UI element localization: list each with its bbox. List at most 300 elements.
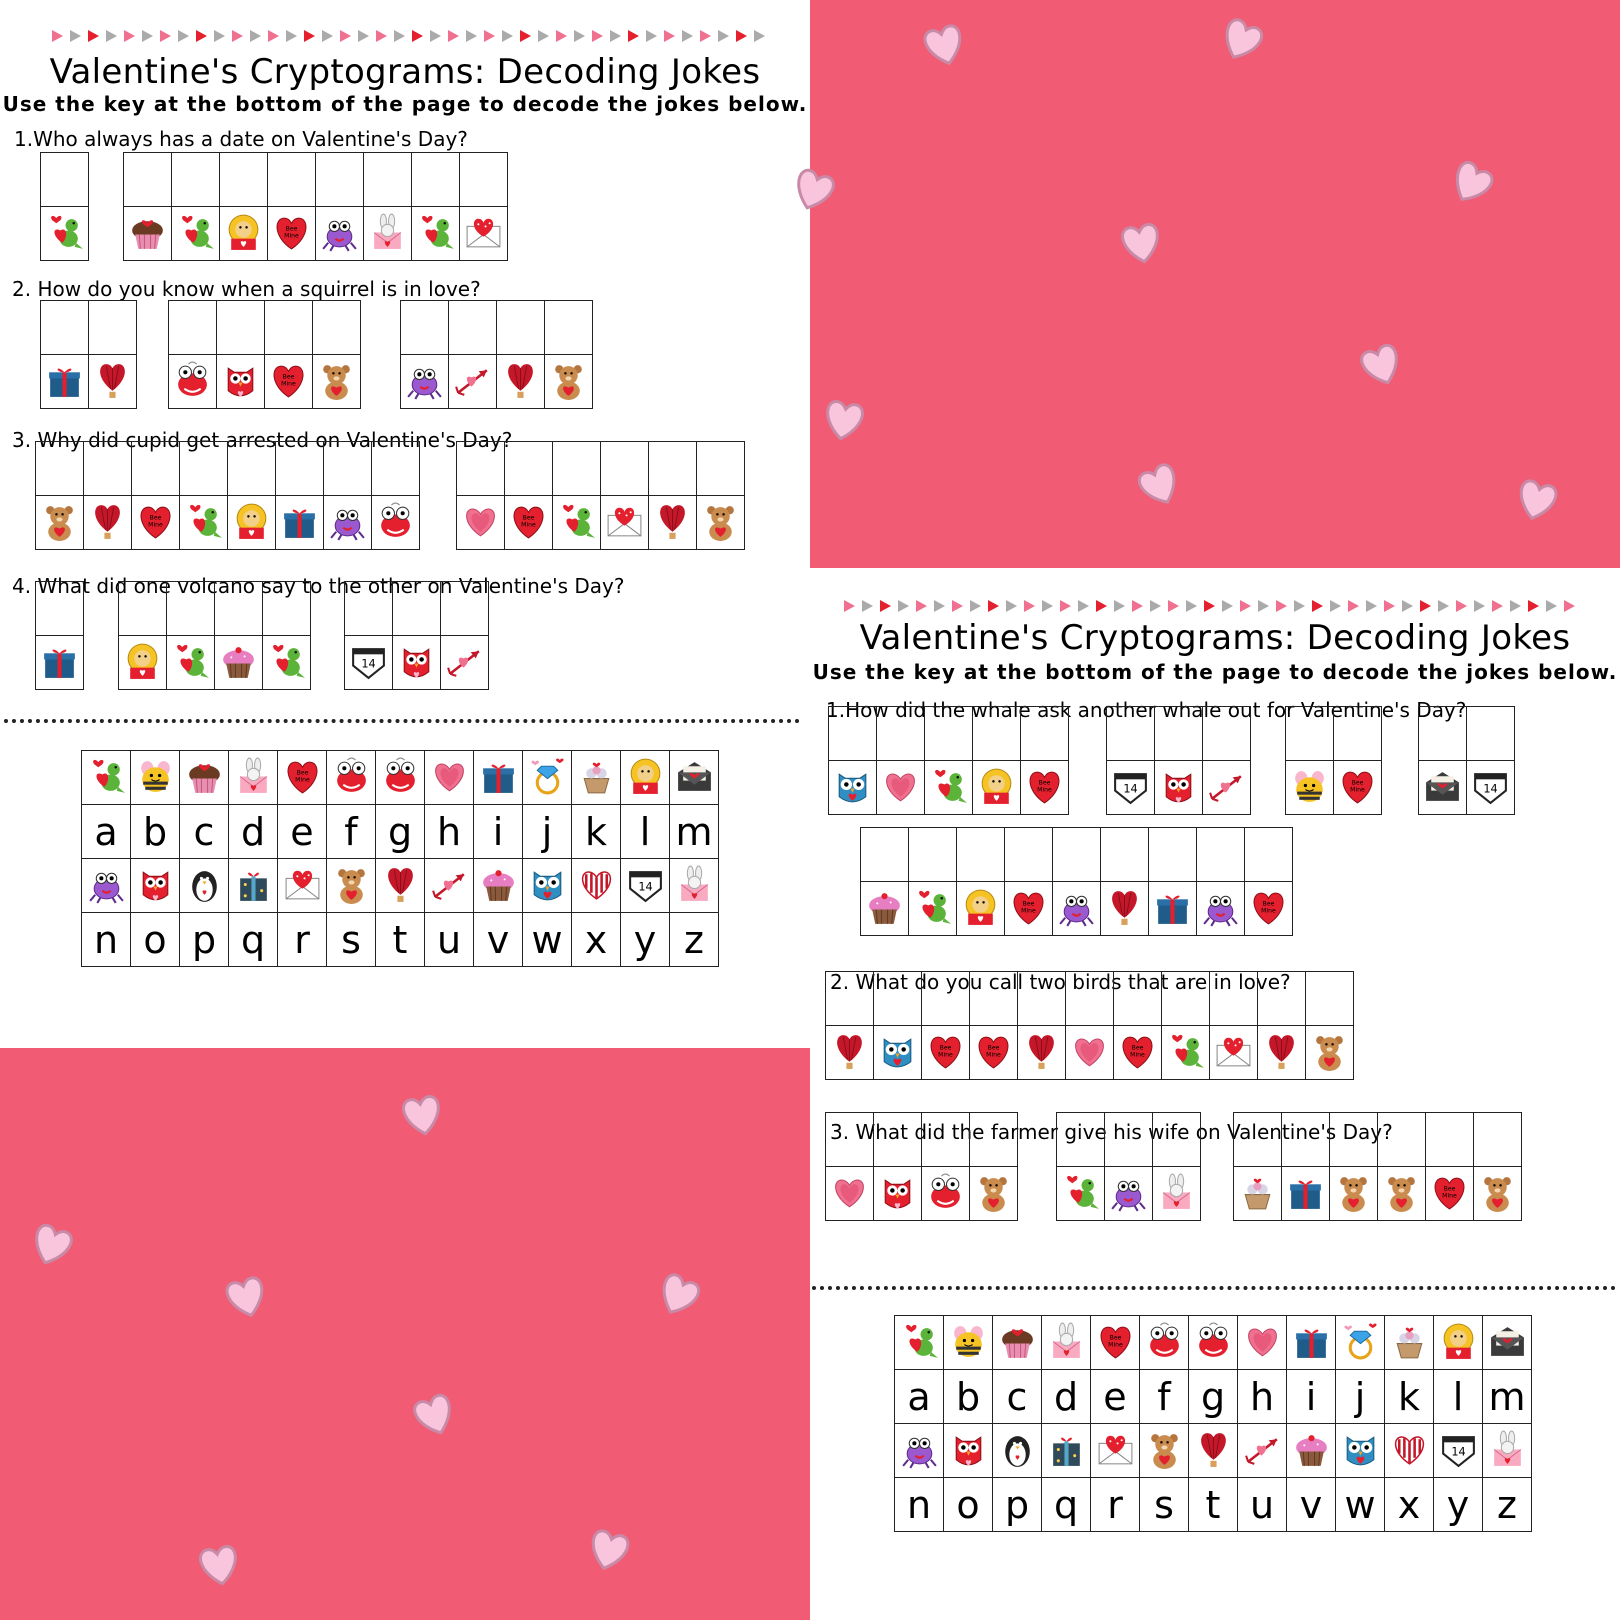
heart-shape [191, 1536, 247, 1592]
penguin-icon [993, 1424, 1042, 1478]
mailenv-icon [670, 751, 719, 805]
svg-text:Mine: Mine [1021, 907, 1036, 915]
question-1: 1.How did the whale ask another whale out for Valentine's Day? [826, 698, 1467, 722]
key-letter-s: s [1140, 1478, 1189, 1532]
answer-letter-box[interactable] [1258, 972, 1306, 1026]
owl-icon [393, 636, 441, 690]
key-letter-k: k [572, 805, 621, 859]
balloon-icon [826, 1026, 874, 1080]
answer-letter-box[interactable] [922, 972, 970, 1026]
answer-letter-box[interactable] [697, 442, 745, 496]
answer-letter-box[interactable] [119, 582, 167, 636]
answer-letter-box[interactable] [1197, 828, 1245, 882]
frog-icon [922, 1167, 970, 1221]
answer-letter-box[interactable] [829, 707, 877, 761]
answer-letter-box[interactable] [1162, 972, 1210, 1026]
svg-text:Bee: Bee [282, 373, 295, 381]
answer-letter-box[interactable] [1114, 972, 1162, 1026]
spider-icon [82, 859, 131, 913]
spider-icon [324, 496, 372, 550]
answer-letter-box[interactable] [172, 153, 220, 207]
key-letter-t: t [376, 913, 425, 967]
beemine-icon [1245, 882, 1293, 936]
blueowl-icon [874, 1026, 922, 1080]
answer-letter-box[interactable] [180, 442, 228, 496]
answer-letter-box[interactable] [1245, 828, 1293, 882]
dino-icon [41, 207, 89, 261]
svg-text:Mine: Mine [1108, 1341, 1123, 1349]
answer-letter-box[interactable] [1467, 707, 1515, 761]
answer-letter-box[interactable] [316, 153, 364, 207]
gift-icon [36, 636, 84, 690]
envelope-icon [460, 207, 508, 261]
answer-word [860, 827, 1293, 936]
beemine-icon [505, 496, 553, 550]
answer-letter-box[interactable] [441, 582, 489, 636]
bunny-icon [364, 207, 412, 261]
gift-icon [276, 496, 324, 550]
gift-icon [1287, 1316, 1336, 1370]
spider-icon [1105, 1167, 1153, 1221]
balloon-icon [376, 859, 425, 913]
answer-letter-box[interactable] [1378, 1113, 1426, 1167]
key-letter-q: q [229, 913, 278, 967]
key-letter-c: c [180, 805, 229, 859]
answer-word [1056, 1112, 1201, 1221]
ring-icon [523, 751, 572, 805]
svg-text:14: 14 [1483, 782, 1498, 796]
arrow-icon [441, 636, 489, 690]
decorative-triangle-border [844, 598, 1584, 612]
key-letter-u: u [425, 913, 474, 967]
answer-letter-box[interactable] [1153, 1113, 1201, 1167]
frog-icon [1189, 1316, 1238, 1370]
svg-text:14: 14 [1451, 1445, 1466, 1459]
answer-letter-box[interactable] [1474, 1113, 1522, 1167]
cupcake-icon [180, 751, 229, 805]
key-letter-b: b [131, 805, 180, 859]
bee-icon [1286, 761, 1334, 815]
spider-icon [1197, 882, 1245, 936]
cupcake-icon [993, 1316, 1042, 1370]
answer-letter-box[interactable] [276, 442, 324, 496]
svg-text:Mine: Mine [1261, 907, 1276, 915]
dino-icon [263, 636, 311, 690]
envelope-icon [278, 859, 327, 913]
answer-letter-box[interactable] [1282, 1113, 1330, 1167]
answer-letter-box[interactable] [220, 153, 268, 207]
stripeheart-icon [572, 859, 621, 913]
beemine-icon [1426, 1167, 1474, 1221]
bunny-icon [1042, 1316, 1091, 1370]
answer-word [456, 441, 745, 550]
beemine-icon [132, 496, 180, 550]
answer-letter-box[interactable] [1021, 707, 1069, 761]
answer-letter-box[interactable] [1286, 707, 1334, 761]
answer-letter-box[interactable] [89, 301, 137, 355]
heart-shape [394, 1086, 450, 1142]
balloon-icon [649, 496, 697, 550]
key-letter-x: x [572, 913, 621, 967]
svg-text:Bee: Bee [285, 225, 298, 233]
answer-letter-box[interactable] [401, 301, 449, 355]
key-letter-l: l [1434, 1370, 1483, 1424]
beemine-icon [1021, 761, 1069, 815]
arrow-icon [425, 859, 474, 913]
key-letter-v: v [1287, 1478, 1336, 1532]
mailenv-icon [1419, 761, 1467, 815]
lion-icon [957, 882, 1005, 936]
key-letter-o: o [131, 913, 180, 967]
bear-icon [1306, 1026, 1354, 1080]
answer-letter-box[interactable] [925, 707, 973, 761]
answer-letter-box[interactable] [970, 1113, 1018, 1167]
key-letter-a: a [82, 805, 131, 859]
candyheart-icon [877, 761, 925, 815]
answer-letter-box[interactable] [132, 442, 180, 496]
answer-letter-box[interactable] [970, 972, 1018, 1026]
key-letter-z: z [670, 913, 719, 967]
calendar-icon [345, 636, 393, 690]
svg-text:Mine: Mine [148, 521, 163, 529]
owl-icon [944, 1424, 993, 1478]
spider-icon [316, 207, 364, 261]
decoding-key [81, 750, 719, 967]
answer-word [118, 581, 311, 690]
key-letter-g: g [376, 805, 425, 859]
answer-word [1418, 706, 1515, 815]
answer-letter-box[interactable] [1426, 1113, 1474, 1167]
giftstar-icon [229, 859, 278, 913]
arrow-icon [449, 355, 497, 409]
bee-icon [131, 751, 180, 805]
answer-letter-box[interactable] [41, 301, 89, 355]
key-letter-m: m [1483, 1370, 1532, 1424]
dino-icon [167, 636, 215, 690]
lion-icon [1434, 1316, 1483, 1370]
gift-icon [1149, 882, 1197, 936]
svg-text:Mine: Mine [938, 1051, 953, 1059]
answer-letter-box[interactable] [1330, 1113, 1378, 1167]
svg-text:Bee: Bee [1443, 1185, 1456, 1193]
worksheet-2 [810, 568, 1620, 1620]
balloon-icon [1258, 1026, 1306, 1080]
frog-icon [1140, 1316, 1189, 1370]
bear-icon [970, 1167, 1018, 1221]
stripeheart-icon [1385, 1424, 1434, 1478]
key-letter-h: h [1238, 1370, 1287, 1424]
giftstar-icon [1042, 1424, 1091, 1478]
bear-icon [697, 496, 745, 550]
answer-word [35, 441, 420, 550]
bunny-icon [1483, 1424, 1532, 1478]
spider-icon [895, 1424, 944, 1478]
candyheart-icon [1238, 1316, 1287, 1370]
key-letter-j: j [1336, 1370, 1385, 1424]
key-letter-n: n [82, 913, 131, 967]
worksheet-1 [0, 0, 810, 1000]
answer-letter-box[interactable] [649, 442, 697, 496]
answer-letter-box[interactable] [957, 828, 1005, 882]
answer-letter-box[interactable] [460, 153, 508, 207]
answer-letter-box[interactable] [449, 301, 497, 355]
answer-letter-box[interactable] [1005, 828, 1053, 882]
bear-icon [1378, 1167, 1426, 1221]
calendar-icon [1467, 761, 1515, 815]
blueowl-icon [829, 761, 877, 815]
lion-icon [119, 636, 167, 690]
bear-icon [545, 355, 593, 409]
answer-letter-box[interactable] [313, 301, 361, 355]
key-letter-b: b [944, 1370, 993, 1424]
svg-text:Mine: Mine [1130, 1051, 1145, 1059]
key-letter-f: f [327, 805, 376, 859]
key-letter-w: w [523, 913, 572, 967]
candyheart-icon [425, 751, 474, 805]
key-letter-y: y [1434, 1478, 1483, 1532]
answer-letter-box[interactable] [1149, 828, 1197, 882]
lion-icon [228, 496, 276, 550]
answer-letter-box[interactable] [1057, 1113, 1105, 1167]
answer-letter-box[interactable] [1306, 972, 1354, 1026]
worksheet-instructions: Use the key at the bottom of the page to decode the jokes below. [812, 660, 1618, 684]
answer-letter-box[interactable] [497, 301, 545, 355]
calendar-icon [1107, 761, 1155, 815]
svg-text:Bee: Bee [522, 514, 535, 522]
key-letter-f: f [1140, 1370, 1189, 1424]
bunny-icon [229, 751, 278, 805]
answer-word [1106, 706, 1251, 815]
svg-text:Mine: Mine [1037, 786, 1052, 794]
answer-letter-box[interactable] [1155, 707, 1203, 761]
key-letter-z: z [1483, 1478, 1532, 1532]
spider-icon [1053, 882, 1101, 936]
svg-text:Bee: Bee [296, 769, 309, 777]
answer-letter-box[interactable] [215, 582, 263, 636]
basket-icon [572, 751, 621, 805]
key-letter-d: d [229, 805, 278, 859]
dino-icon [1162, 1026, 1210, 1080]
envelope-icon [601, 496, 649, 550]
answer-letter-box[interactable] [1105, 1113, 1153, 1167]
dotted-divider [4, 719, 800, 723]
heart-shape [816, 391, 872, 447]
answer-letter-box[interactable] [1066, 972, 1114, 1026]
answer-letter-box[interactable] [861, 828, 909, 882]
answer-letter-box[interactable] [826, 1113, 874, 1167]
answer-letter-box[interactable] [364, 153, 412, 207]
answer-letter-box[interactable] [1210, 972, 1258, 1026]
bear-icon [36, 496, 84, 550]
answer-letter-box[interactable] [263, 582, 311, 636]
answer-word [344, 581, 489, 690]
answer-letter-box[interactable] [1419, 707, 1467, 761]
key-letter-w: w [1336, 1478, 1385, 1532]
svg-text:Bee: Bee [1262, 900, 1275, 908]
key-letter-d: d [1042, 1370, 1091, 1424]
answer-letter-box[interactable] [36, 582, 84, 636]
gift-icon [1282, 1167, 1330, 1221]
answer-letter-box[interactable] [874, 1113, 922, 1167]
envelope-icon [1210, 1026, 1258, 1080]
spider-icon [401, 355, 449, 409]
key-letter-c: c [993, 1370, 1042, 1424]
svg-text:Bee: Bee [149, 514, 162, 522]
balloon-icon [1018, 1026, 1066, 1080]
answer-letter-box[interactable] [922, 1113, 970, 1167]
answer-letter-box[interactable] [826, 972, 874, 1026]
owl-icon [217, 355, 265, 409]
answer-letter-box[interactable] [553, 442, 601, 496]
dino-icon [1057, 1167, 1105, 1221]
answer-letter-box[interactable] [124, 153, 172, 207]
dino-icon [172, 207, 220, 261]
lion-icon [220, 207, 268, 261]
key-letter-m: m [670, 805, 719, 859]
beemine-icon [265, 355, 313, 409]
answer-letter-box[interactable] [1107, 707, 1155, 761]
answer-letter-box[interactable] [167, 582, 215, 636]
answer-letter-box[interactable] [1018, 972, 1066, 1026]
answer-word [40, 300, 137, 409]
svg-text:Bee: Bee [987, 1044, 1000, 1052]
answer-letter-box[interactable] [1101, 828, 1149, 882]
key-letter-e: e [278, 805, 327, 859]
answer-letter-box[interactable] [1053, 828, 1101, 882]
balloon-icon [497, 355, 545, 409]
svg-text:Mine: Mine [284, 232, 299, 240]
svg-text:Mine: Mine [1442, 1192, 1457, 1200]
bear-icon [1330, 1167, 1378, 1221]
bunny-icon [1153, 1167, 1201, 1221]
candyheart-icon [1066, 1026, 1114, 1080]
svg-text:Mine: Mine [295, 776, 310, 784]
key-letter-n: n [895, 1478, 944, 1532]
answer-letter-box[interactable] [505, 442, 553, 496]
answer-letter-box[interactable] [324, 442, 372, 496]
key-letter-t: t [1189, 1478, 1238, 1532]
gift-icon [474, 751, 523, 805]
beemine-icon [922, 1026, 970, 1080]
mailenv-icon [1483, 1316, 1532, 1370]
answer-word [123, 152, 508, 261]
arrow-icon [1238, 1424, 1287, 1478]
key-letter-a: a [895, 1370, 944, 1424]
svg-text:Mine: Mine [281, 380, 296, 388]
answer-letter-box[interactable] [84, 442, 132, 496]
key-letter-y: y [621, 913, 670, 967]
calendar-icon [621, 859, 670, 913]
heart-shape [1113, 214, 1169, 270]
answer-word [400, 300, 593, 409]
answer-letter-box[interactable] [265, 301, 313, 355]
svg-text:Mine: Mine [521, 521, 536, 529]
answer-letter-box[interactable] [228, 442, 276, 496]
answer-letter-box[interactable] [545, 301, 593, 355]
question-3: 3. Why did cupid get arrested on Valentine's Day? [12, 428, 513, 452]
frog-icon [372, 496, 420, 550]
cupcake-icon [124, 207, 172, 261]
bear-icon [313, 355, 361, 409]
key-letter-i: i [1287, 1370, 1336, 1424]
answer-letter-box[interactable] [1234, 1113, 1282, 1167]
question-2: 2. How do you know when a squirrel is in love? [12, 277, 481, 301]
answer-letter-box[interactable] [41, 153, 89, 207]
bunny-icon [670, 859, 719, 913]
answer-letter-box[interactable] [1203, 707, 1251, 761]
key-letter-x: x [1385, 1478, 1434, 1532]
answer-word [825, 971, 1354, 1080]
beemine-icon [1005, 882, 1053, 936]
key-letter-h: h [425, 805, 474, 859]
answer-letter-box[interactable] [169, 301, 217, 355]
worksheet-title: Valentine's Cryptograms: Decoding Jokes [49, 52, 761, 92]
frog-icon [169, 355, 217, 409]
balloon-icon [89, 355, 137, 409]
answer-letter-box[interactable] [1334, 707, 1382, 761]
answer-letter-box[interactable] [601, 442, 649, 496]
svg-text:Bee: Bee [939, 1044, 952, 1052]
answer-letter-box[interactable] [345, 582, 393, 636]
key-letter-l: l [621, 805, 670, 859]
answer-letter-box[interactable] [877, 707, 925, 761]
answer-letter-box[interactable] [909, 828, 957, 882]
frog-icon [376, 751, 425, 805]
svg-text:Mine: Mine [986, 1051, 1001, 1059]
svg-text:14: 14 [361, 657, 376, 671]
answer-letter-box[interactable] [457, 442, 505, 496]
pink-background-top-right [810, 0, 1620, 568]
answer-word [825, 1112, 1018, 1221]
svg-text:14: 14 [1123, 782, 1138, 796]
dino-icon [553, 496, 601, 550]
key-letter-v: v [474, 913, 523, 967]
svg-text:14: 14 [638, 880, 653, 894]
arrow-icon [1203, 761, 1251, 815]
svg-text:Bee: Bee [1109, 1334, 1122, 1342]
beemine-icon [1091, 1316, 1140, 1370]
dino-icon [82, 751, 131, 805]
beemine-icon [1114, 1026, 1162, 1080]
svg-text:Mine: Mine [1350, 786, 1365, 794]
answer-letter-box[interactable] [36, 442, 84, 496]
question-2: 2. What do you call two birds that are in love? [830, 970, 1291, 994]
key-letter-p: p [993, 1478, 1042, 1532]
frog-icon [327, 751, 376, 805]
answer-word [1233, 1112, 1522, 1221]
answer-letter-box[interactable] [217, 301, 265, 355]
envelope-icon [1091, 1424, 1140, 1478]
question-1: 1.Who always has a date on Valentine's Day? [14, 127, 468, 151]
worksheet-instructions: Use the key at the bottom of the page to decode the jokes below. [2, 92, 808, 116]
basket-icon [1234, 1167, 1282, 1221]
owl-icon [1155, 761, 1203, 815]
answer-letter-box[interactable] [412, 153, 460, 207]
bear-icon [1140, 1424, 1189, 1478]
answer-letter-box[interactable] [874, 972, 922, 1026]
answer-word [1285, 706, 1382, 815]
beemine-icon [278, 751, 327, 805]
answer-letter-box[interactable] [393, 582, 441, 636]
answer-letter-box[interactable] [973, 707, 1021, 761]
answer-letter-box[interactable] [268, 153, 316, 207]
gift-icon [41, 355, 89, 409]
balloon-icon [1101, 882, 1149, 936]
answer-letter-box[interactable] [372, 442, 420, 496]
owl-icon [131, 859, 180, 913]
lion-icon [973, 761, 1021, 815]
key-letter-i: i [474, 805, 523, 859]
